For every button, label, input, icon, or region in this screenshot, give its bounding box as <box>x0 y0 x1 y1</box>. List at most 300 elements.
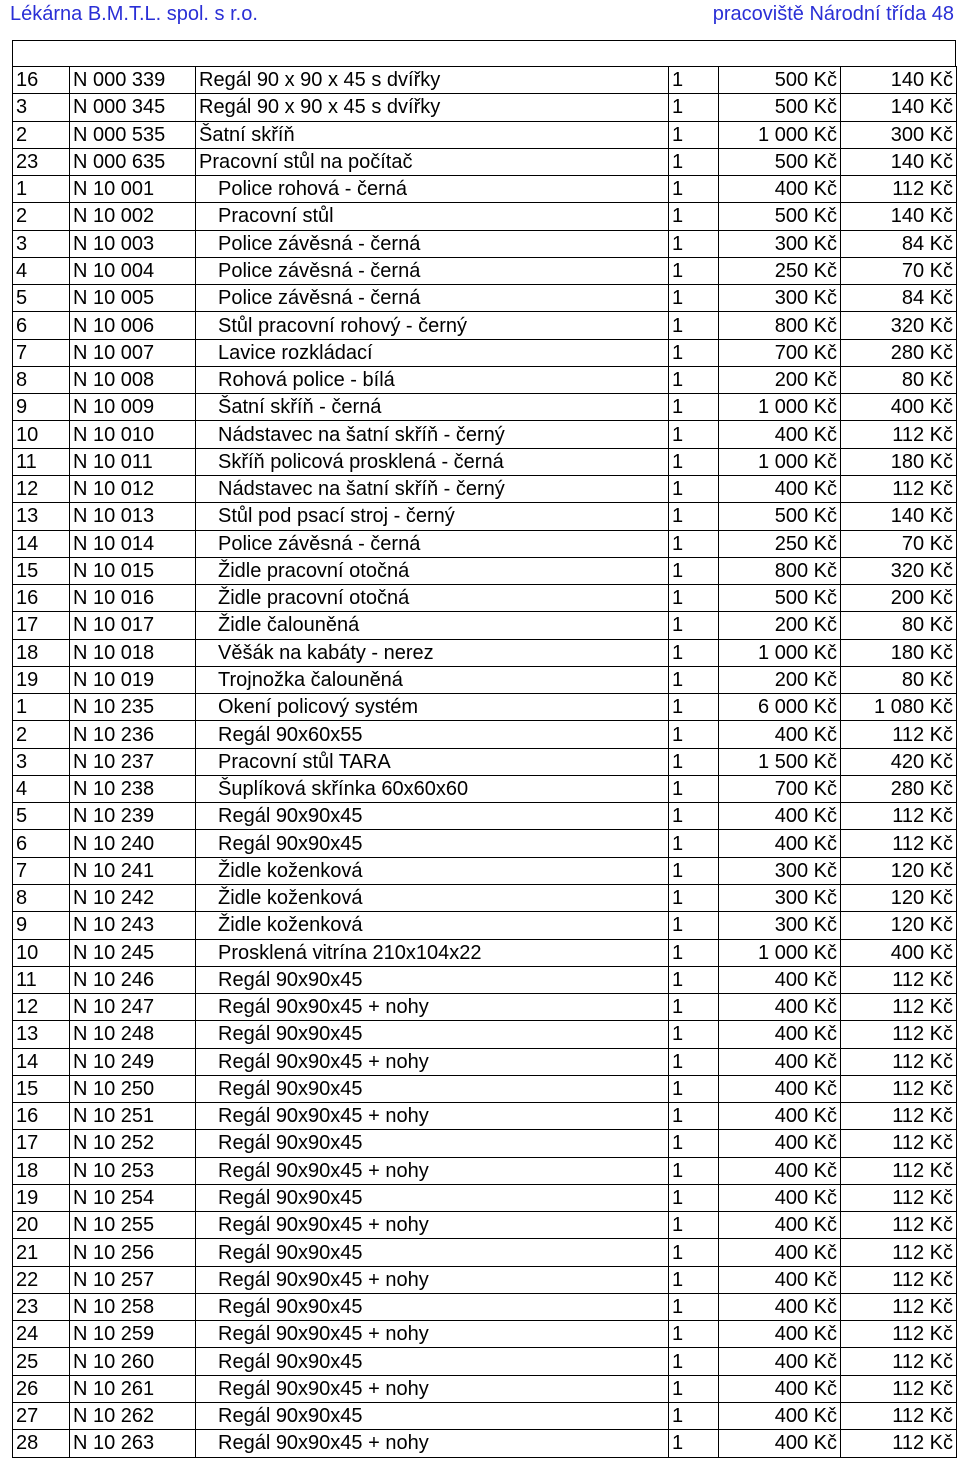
table-row <box>13 585 957 612</box>
item-value: 140 Kč <box>841 203 957 230</box>
table-row <box>13 67 957 94</box>
row-number: 24 <box>13 1321 70 1348</box>
item-name: Regál 90x90x45 <box>196 1021 669 1048</box>
item-quantity: 1 <box>669 830 719 857</box>
table-row <box>13 339 957 366</box>
item-name: Židle pracovní otočná <box>196 557 669 584</box>
item-value: 112 Kč <box>841 994 957 1021</box>
item-quantity: 1 <box>669 557 719 584</box>
item-value: 120 Kč <box>841 912 957 939</box>
inventory-code: N 10 005 <box>70 285 196 312</box>
inventory-code: N 10 015 <box>70 557 196 584</box>
inventory-table <box>12 66 957 1458</box>
item-price: 1 000 Kč <box>719 394 841 421</box>
item-value: 80 Kč <box>841 366 957 393</box>
item-price: 1 000 Kč <box>719 121 841 148</box>
row-number: 15 <box>13 1075 70 1102</box>
item-value: 280 Kč <box>841 775 957 802</box>
item-quantity: 1 <box>669 94 719 121</box>
item-value: 140 Kč <box>841 94 957 121</box>
inventory-code: N 10 262 <box>70 1403 196 1430</box>
row-number: 12 <box>13 475 70 502</box>
item-quantity: 1 <box>669 666 719 693</box>
inventory-code: N 10 007 <box>70 339 196 366</box>
item-value: 420 Kč <box>841 748 957 775</box>
item-value: 1 080 Kč <box>841 694 957 721</box>
row-number: 8 <box>13 366 70 393</box>
item-name: Regál 90x90x45 + nohy <box>196 994 669 1021</box>
item-price: 300 Kč <box>719 285 841 312</box>
row-number: 23 <box>13 1293 70 1320</box>
table-row <box>13 1375 957 1402</box>
item-value: 112 Kč <box>841 1375 957 1402</box>
item-name: Regál 90x90x45 <box>196 1130 669 1157</box>
item-price: 400 Kč <box>719 1103 841 1130</box>
item-name: Prosklená vitrína 210x104x22 <box>196 939 669 966</box>
table-row <box>13 1321 957 1348</box>
item-value: 180 Kč <box>841 639 957 666</box>
item-quantity: 1 <box>669 1212 719 1239</box>
item-name: Regál 90x90x45 <box>196 1293 669 1320</box>
table-row <box>13 503 957 530</box>
row-number: 18 <box>13 1157 70 1184</box>
item-quantity: 1 <box>669 1021 719 1048</box>
item-value: 120 Kč <box>841 857 957 884</box>
item-price: 400 Kč <box>719 1130 841 1157</box>
table-row <box>13 1130 957 1157</box>
item-price: 400 Kč <box>719 176 841 203</box>
inventory-code: N 000 345 <box>70 94 196 121</box>
item-name: Stůl pod psací stroj - černý <box>196 503 669 530</box>
item-value: 112 Kč <box>841 475 957 502</box>
item-quantity: 1 <box>669 966 719 993</box>
item-quantity: 1 <box>669 694 719 721</box>
inventory-code: N 10 243 <box>70 912 196 939</box>
item-quantity: 1 <box>669 421 719 448</box>
item-quantity: 1 <box>669 912 719 939</box>
table-row <box>13 721 957 748</box>
item-price: 400 Kč <box>719 1239 841 1266</box>
inventory-code: N 10 247 <box>70 994 196 1021</box>
item-value: 400 Kč <box>841 939 957 966</box>
row-number: 21 <box>13 1239 70 1266</box>
inventory-code: N 10 014 <box>70 530 196 557</box>
table-row <box>13 257 957 284</box>
inventory-code: N 10 008 <box>70 366 196 393</box>
item-price: 400 Kč <box>719 421 841 448</box>
row-number: 9 <box>13 912 70 939</box>
item-price: 400 Kč <box>719 1293 841 1320</box>
item-value: 112 Kč <box>841 1321 957 1348</box>
item-name: Židle koženková <box>196 884 669 911</box>
item-value: 112 Kč <box>841 1293 957 1320</box>
item-name: Lavice rozkládací <box>196 339 669 366</box>
inventory-code: N 000 535 <box>70 121 196 148</box>
item-value: 112 Kč <box>841 830 957 857</box>
item-price: 400 Kč <box>719 1430 841 1457</box>
item-quantity: 1 <box>669 585 719 612</box>
item-name: Police rohová - černá <box>196 176 669 203</box>
item-name: Židle pracovní otočná <box>196 585 669 612</box>
row-number: 17 <box>13 1130 70 1157</box>
item-quantity: 1 <box>669 366 719 393</box>
item-price: 400 Kč <box>719 1321 841 1348</box>
item-value: 180 Kč <box>841 448 957 475</box>
item-name: Nádstavec na šatní skříň - černý <box>196 475 669 502</box>
inventory-code: N 10 012 <box>70 475 196 502</box>
item-name: Regál 90x90x45 <box>196 1075 669 1102</box>
row-number: 11 <box>13 966 70 993</box>
row-number: 16 <box>13 67 70 94</box>
inventory-code: N 10 019 <box>70 666 196 693</box>
inventory-code: N 000 339 <box>70 67 196 94</box>
row-number: 11 <box>13 448 70 475</box>
item-price: 1 000 Kč <box>719 448 841 475</box>
item-name: Police závěsná - černá <box>196 285 669 312</box>
item-quantity: 1 <box>669 339 719 366</box>
row-number: 15 <box>13 557 70 584</box>
table-row <box>13 448 957 475</box>
item-value: 84 Kč <box>841 230 957 257</box>
table-row <box>13 939 957 966</box>
table-row <box>13 803 957 830</box>
item-price: 400 Kč <box>719 1403 841 1430</box>
inventory-code: N 10 242 <box>70 884 196 911</box>
table-row <box>13 421 957 448</box>
item-quantity: 1 <box>669 803 719 830</box>
inventory-code: N 10 249 <box>70 1048 196 1075</box>
item-quantity: 1 <box>669 1348 719 1375</box>
item-name: Regál 90x90x45 + nohy <box>196 1266 669 1293</box>
row-number: 8 <box>13 884 70 911</box>
row-number: 1 <box>13 176 70 203</box>
table-row <box>13 230 957 257</box>
item-quantity: 1 <box>669 994 719 1021</box>
row-number: 28 <box>13 1430 70 1457</box>
item-price: 700 Kč <box>719 339 841 366</box>
item-quantity: 1 <box>669 312 719 339</box>
item-price: 400 Kč <box>719 1075 841 1102</box>
item-name: Stůl pracovní rohový - černý <box>196 312 669 339</box>
table-row <box>13 1103 957 1130</box>
table-row <box>13 1048 957 1075</box>
item-name: Šatní skříň <box>196 121 669 148</box>
row-number: 18 <box>13 639 70 666</box>
table-row <box>13 966 957 993</box>
item-price: 300 Kč <box>719 884 841 911</box>
inventory-code: N 10 257 <box>70 1266 196 1293</box>
item-quantity: 1 <box>669 748 719 775</box>
item-price: 400 Kč <box>719 1375 841 1402</box>
inventory-code: N 10 237 <box>70 748 196 775</box>
table-row <box>13 176 957 203</box>
item-value: 112 Kč <box>841 966 957 993</box>
table-row <box>13 666 957 693</box>
item-quantity: 1 <box>669 203 719 230</box>
inventory-code: N 10 248 <box>70 1021 196 1048</box>
table-row <box>13 612 957 639</box>
table-row <box>13 694 957 721</box>
inventory-code: N 10 256 <box>70 1239 196 1266</box>
item-price: 250 Kč <box>719 530 841 557</box>
inventory-code: N 10 261 <box>70 1375 196 1402</box>
row-number: 26 <box>13 1375 70 1402</box>
table-row <box>13 1348 957 1375</box>
row-number: 19 <box>13 1184 70 1211</box>
inventory-code: N 10 010 <box>70 421 196 448</box>
item-quantity: 1 <box>669 1430 719 1457</box>
inventory-code: N 10 241 <box>70 857 196 884</box>
inventory-code: N 10 004 <box>70 257 196 284</box>
row-number: 5 <box>13 285 70 312</box>
item-price: 400 Kč <box>719 1212 841 1239</box>
inventory-code: N 10 254 <box>70 1184 196 1211</box>
item-name: Židle koženková <box>196 912 669 939</box>
item-price: 300 Kč <box>719 912 841 939</box>
item-quantity: 1 <box>669 639 719 666</box>
item-value: 140 Kč <box>841 148 957 175</box>
row-number: 16 <box>13 585 70 612</box>
item-price: 400 Kč <box>719 1021 841 1048</box>
item-value: 112 Kč <box>841 1430 957 1457</box>
inventory-code: N 10 236 <box>70 721 196 748</box>
item-name: Pracovní stůl TARA <box>196 748 669 775</box>
inventory-code: N 10 250 <box>70 1075 196 1102</box>
table-row <box>13 394 957 421</box>
item-name: Regál 90x90x45 + nohy <box>196 1103 669 1130</box>
item-name: Police závěsná - černá <box>196 257 669 284</box>
table-row <box>13 1184 957 1211</box>
row-number: 13 <box>13 503 70 530</box>
row-number: 12 <box>13 994 70 1021</box>
row-number: 10 <box>13 421 70 448</box>
item-price: 500 Kč <box>719 94 841 121</box>
inventory-code: N 10 011 <box>70 448 196 475</box>
row-number: 4 <box>13 775 70 802</box>
item-value: 112 Kč <box>841 1212 957 1239</box>
item-price: 400 Kč <box>719 1266 841 1293</box>
item-name: Regál 90x90x45 + nohy <box>196 1048 669 1075</box>
item-name: Rohová police - bílá <box>196 366 669 393</box>
item-name: Pracovní stůl <box>196 203 669 230</box>
table-row <box>13 366 957 393</box>
table-row <box>13 557 957 584</box>
item-quantity: 1 <box>669 394 719 421</box>
item-name: Regál 90x60x55 <box>196 721 669 748</box>
item-name: Nádstavec na šatní skříň - černý <box>196 421 669 448</box>
item-value: 112 Kč <box>841 1130 957 1157</box>
table-row <box>13 94 957 121</box>
row-number: 14 <box>13 1048 70 1075</box>
inventory-code: N 10 235 <box>70 694 196 721</box>
item-quantity: 1 <box>669 448 719 475</box>
item-price: 400 Kč <box>719 1157 841 1184</box>
workplace-address: pracoviště Národní třída 48 <box>712 3 954 25</box>
inventory-code: N 000 635 <box>70 148 196 175</box>
inventory-code: N 10 251 <box>70 1103 196 1130</box>
item-name: Skříň policová prosklená - černá <box>196 448 669 475</box>
item-name: Věšák na kabáty - nerez <box>196 639 669 666</box>
inventory-code: N 10 006 <box>70 312 196 339</box>
item-price: 400 Kč <box>719 830 841 857</box>
item-name: Police závěsná - černá <box>196 230 669 257</box>
table-row <box>13 1212 957 1239</box>
item-price: 500 Kč <box>719 585 841 612</box>
item-quantity: 1 <box>669 67 719 94</box>
item-price: 500 Kč <box>719 148 841 175</box>
item-price: 400 Kč <box>719 994 841 1021</box>
item-name: Židle čalouněná <box>196 612 669 639</box>
table-row <box>13 1403 957 1430</box>
item-value: 112 Kč <box>841 176 957 203</box>
table-row <box>13 148 957 175</box>
item-value: 140 Kč <box>841 503 957 530</box>
row-number: 20 <box>13 1212 70 1239</box>
row-number: 3 <box>13 230 70 257</box>
inventory-code: N 10 252 <box>70 1130 196 1157</box>
table-row <box>13 857 957 884</box>
table-row <box>13 285 957 312</box>
item-name: Police závěsná - černá <box>196 530 669 557</box>
item-price: 250 Kč <box>719 257 841 284</box>
item-quantity: 1 <box>669 1375 719 1402</box>
item-quantity: 1 <box>669 1103 719 1130</box>
item-quantity: 1 <box>669 857 719 884</box>
item-value: 300 Kč <box>841 121 957 148</box>
row-number: 7 <box>13 339 70 366</box>
item-quantity: 1 <box>669 475 719 502</box>
row-number: 6 <box>13 830 70 857</box>
item-quantity: 1 <box>669 775 719 802</box>
item-value: 112 Kč <box>841 1048 957 1075</box>
item-quantity: 1 <box>669 1321 719 1348</box>
item-quantity: 1 <box>669 721 719 748</box>
item-quantity: 1 <box>669 1266 719 1293</box>
row-number: 6 <box>13 312 70 339</box>
item-price: 400 Kč <box>719 475 841 502</box>
item-name: Regál 90x90x45 <box>196 830 669 857</box>
item-name: Regál 90x90x45 <box>196 1184 669 1211</box>
item-price: 800 Kč <box>719 312 841 339</box>
item-quantity: 1 <box>669 612 719 639</box>
item-quantity: 1 <box>669 1130 719 1157</box>
item-value: 400 Kč <box>841 394 957 421</box>
item-name: Regál 90x90x45 + nohy <box>196 1430 669 1457</box>
item-value: 112 Kč <box>841 1021 957 1048</box>
item-value: 112 Kč <box>841 1403 957 1430</box>
row-number: 23 <box>13 148 70 175</box>
item-value: 112 Kč <box>841 721 957 748</box>
item-value: 320 Kč <box>841 557 957 584</box>
table-row <box>13 1021 957 1048</box>
item-value: 84 Kč <box>841 285 957 312</box>
table-row <box>13 830 957 857</box>
item-value: 70 Kč <box>841 530 957 557</box>
table-row <box>13 475 957 502</box>
item-quantity: 1 <box>669 1293 719 1320</box>
table-row <box>13 530 957 557</box>
item-name: Regál 90x90x45 <box>196 1239 669 1266</box>
inventory-code: N 10 003 <box>70 230 196 257</box>
item-value: 112 Kč <box>841 421 957 448</box>
item-price: 200 Kč <box>719 666 841 693</box>
item-quantity: 1 <box>669 257 719 284</box>
page-header <box>0 0 960 30</box>
inventory-code: N 10 258 <box>70 1293 196 1320</box>
row-number: 4 <box>13 257 70 284</box>
table-row <box>13 1266 957 1293</box>
item-quantity: 1 <box>669 176 719 203</box>
item-value: 140 Kč <box>841 67 957 94</box>
inventory-code: N 10 238 <box>70 775 196 802</box>
row-number: 9 <box>13 394 70 421</box>
row-number: 19 <box>13 666 70 693</box>
inventory-code: N 10 246 <box>70 966 196 993</box>
row-number: 13 <box>13 1021 70 1048</box>
item-quantity: 1 <box>669 1075 719 1102</box>
inventory-code: N 10 009 <box>70 394 196 421</box>
item-value: 112 Kč <box>841 1239 957 1266</box>
item-name: Regál 90 x 90 x 45 s dvířky <box>196 67 669 94</box>
item-quantity: 1 <box>669 148 719 175</box>
row-number: 1 <box>13 694 70 721</box>
item-name: Židle koženková <box>196 857 669 884</box>
item-value: 112 Kč <box>841 1157 957 1184</box>
table-row <box>13 312 957 339</box>
inventory-code: N 10 239 <box>70 803 196 830</box>
table-row <box>13 1075 957 1102</box>
item-price: 400 Kč <box>719 1348 841 1375</box>
inventory-code: N 10 253 <box>70 1157 196 1184</box>
item-value: 200 Kč <box>841 585 957 612</box>
table-top-border <box>12 40 956 66</box>
item-quantity: 1 <box>669 884 719 911</box>
item-value: 80 Kč <box>841 666 957 693</box>
item-value: 280 Kč <box>841 339 957 366</box>
item-value: 320 Kč <box>841 312 957 339</box>
item-name: Regál 90x90x45 <box>196 1403 669 1430</box>
item-price: 400 Kč <box>719 803 841 830</box>
item-quantity: 1 <box>669 230 719 257</box>
item-quantity: 1 <box>669 503 719 530</box>
row-number: 14 <box>13 530 70 557</box>
table-row <box>13 639 957 666</box>
item-price: 300 Kč <box>719 230 841 257</box>
item-value: 80 Kč <box>841 612 957 639</box>
item-quantity: 1 <box>669 1157 719 1184</box>
table-row <box>13 1430 957 1457</box>
inventory-code: N 10 245 <box>70 939 196 966</box>
row-number: 3 <box>13 748 70 775</box>
item-name: Trojnožka čalouněná <box>196 666 669 693</box>
item-price: 1 000 Kč <box>719 639 841 666</box>
item-quantity: 1 <box>669 1239 719 1266</box>
inventory-code: N 10 016 <box>70 585 196 612</box>
row-number: 22 <box>13 1266 70 1293</box>
item-value: 70 Kč <box>841 257 957 284</box>
item-price: 800 Kč <box>719 557 841 584</box>
item-name: Šatní skříň - černá <box>196 394 669 421</box>
item-price: 300 Kč <box>719 857 841 884</box>
table-row <box>13 884 957 911</box>
row-number: 27 <box>13 1403 70 1430</box>
table-row <box>13 203 957 230</box>
item-name: Regál 90 x 90 x 45 s dvířky <box>196 94 669 121</box>
item-price: 400 Kč <box>719 1184 841 1211</box>
company-name: Lékárna B.M.T.L. spol. s r.o. <box>10 3 258 25</box>
row-number: 2 <box>13 721 70 748</box>
item-name: Šuplíková skřínka 60x60x60 <box>196 775 669 802</box>
